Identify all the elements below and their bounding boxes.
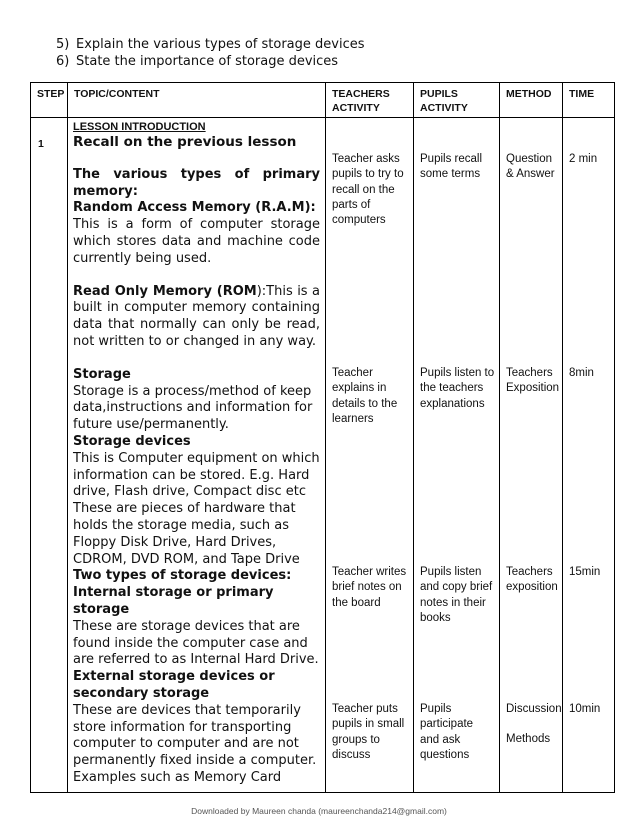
method-text: Teachers Exposition	[506, 367, 560, 395]
ram-text: This is a form of computer storage which stores data and machine code currently being used.	[73, 217, 320, 266]
lesson-intro-heading: LESSON INTRODUCTION	[73, 121, 206, 133]
teacher-activity-text: Teacher asks pupils to try to recall on the parts of computers	[332, 153, 404, 227]
ram-heading: Random Access Memory (R.A.M):	[73, 200, 316, 216]
pupils-activity-text: Pupils recall some terms	[420, 153, 482, 181]
step-number: 1	[38, 138, 44, 150]
objective-item: 5) Explain the various types of storage devices	[56, 37, 365, 52]
internal-storage-text: These are storage devices that are found inside the computer case and are referred to as Internal Hard Drive.	[73, 618, 319, 668]
time-text: 2 min	[569, 153, 598, 165]
recall-heading: Recall on the previous lesson	[73, 134, 297, 150]
header-step: STEP	[31, 83, 68, 118]
header-pupils-activity: PUPILS ACTIVITY	[414, 83, 500, 118]
rom-text: ):This is a built in computer memory containing data that normally can only be read, not written to or changed in any way.	[73, 283, 320, 349]
table-header-row	[31, 83, 615, 118]
internal-storage-heading: Internal storage or primary storage	[73, 585, 274, 617]
table-row	[31, 118, 615, 793]
time-text: 10min	[569, 703, 601, 715]
header-topic: TOPIC/CONTENT	[68, 83, 326, 118]
pupils-activity-text: Pupils participate and ask questions	[420, 703, 474, 761]
lesson-plan-table	[30, 82, 615, 793]
pupils-activity-text: Pupils listen to the teachers explanations	[420, 367, 495, 410]
method-text: Discussion	[506, 703, 562, 715]
time-cell	[563, 118, 615, 793]
teacher-activity-text: Teacher explains in details to the learners	[332, 367, 398, 425]
step-cell	[31, 118, 68, 793]
teacher-activity-text: Teacher puts pupils in small groups to discuss	[332, 703, 405, 761]
header-method: METHOD	[500, 83, 563, 118]
teachers-activity-cell	[326, 118, 414, 793]
storage-devices-heading: Storage devices	[73, 433, 191, 449]
rom-heading: Read Only Memory (ROM	[73, 283, 257, 299]
time-text: 15min	[569, 566, 601, 578]
method-text: Methods	[506, 733, 551, 745]
pupils-activity-text: Pupils listen and copy brief notes in their books	[420, 566, 493, 624]
objective-item: 6) State the importance of storage devices	[56, 54, 339, 69]
topic-cell	[68, 118, 326, 793]
header-teachers-activity: TEACHERS ACTIVITY	[326, 83, 414, 118]
external-storage-heading: External storage devices or secondary storage	[73, 669, 275, 701]
two-types-heading: Two types of storage devices:	[73, 568, 292, 584]
pupils-activity-cell	[414, 118, 500, 793]
header-time: TIME	[563, 83, 615, 118]
time-text: 8min	[569, 367, 594, 379]
method-text: Question & Answer	[506, 153, 555, 181]
teacher-activity-text: Teacher writes brief notes on the board	[332, 566, 407, 609]
external-storage-text: These are devices that temporarily store information for transporting computer to computer and are not permanently fixed inside a computer. Examples such as Memory Card	[73, 702, 317, 785]
rom-paragraph	[73, 284, 320, 351]
method-text: Teachers exposition	[506, 566, 558, 594]
objectives-list	[56, 36, 365, 70]
method-cell	[500, 118, 563, 793]
download-footer: Downloaded by Maureen chanda (maureenchanda214@gmail.com)	[191, 806, 447, 816]
storage-heading: Storage	[73, 366, 131, 382]
primary-memory-heading: The various types of primary memory:	[73, 166, 320, 199]
storage-devices-text: This is Computer equipment on which information can be stored. E.g. Hard drive, Flash drive, Compact disc etc These are pieces of hardware that holds the storage media, such as Floppy Disk Drive, Hard Drives, CDROM, DVD ROM, and Tape Drive	[73, 450, 320, 567]
storage-text: Storage is a process/method of keep data,instructions and information for future use/permanently.	[73, 383, 313, 433]
